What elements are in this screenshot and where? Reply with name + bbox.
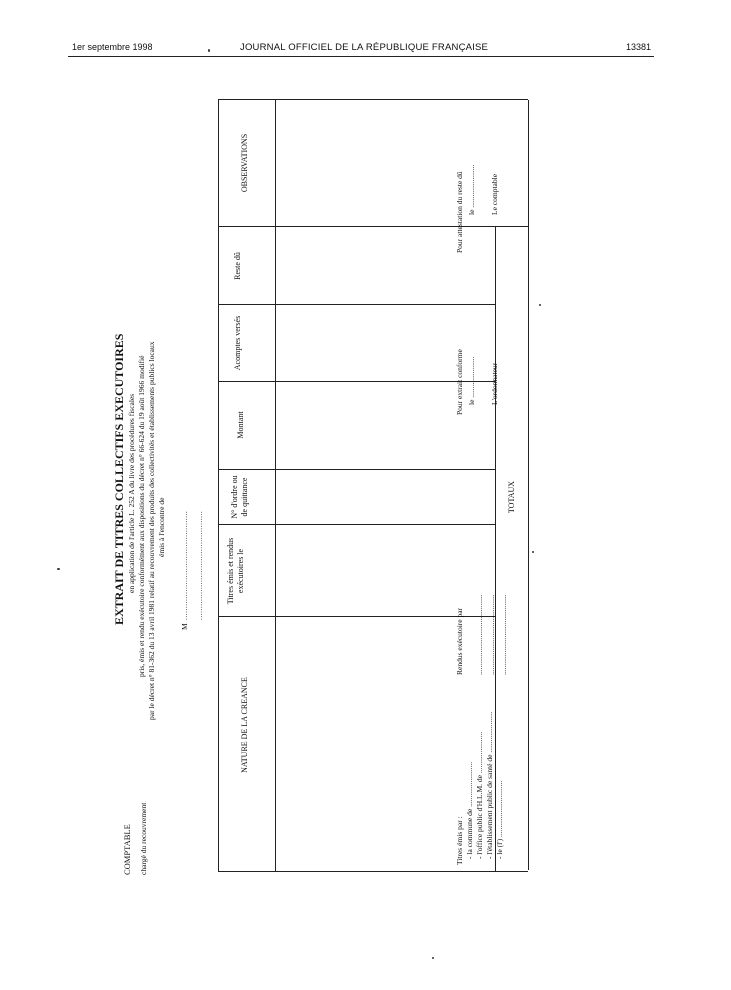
col-titres-emis: Titres émis et rendus exécutoires le — [226, 537, 245, 605]
page-number: 13381 — [626, 42, 652, 52]
col-montant: Montant — [236, 411, 245, 439]
attestation-date: le ....................... — [467, 164, 476, 215]
emitter-sante: - l'établissement public de santé de ...................... — [485, 711, 494, 859]
extrait-date: le ...................... — [467, 356, 476, 405]
col-acomptes: Acomptes versés — [233, 315, 242, 371]
scan-speck — [532, 551, 534, 553]
debtor-dots-line-1: .............................................. — [180, 510, 189, 620]
emitter-commune: - la commune de ........................ — [465, 761, 474, 859]
col-nature-creance: NATURE DE LA CREANCE — [240, 677, 249, 773]
scan-speck — [432, 957, 434, 959]
emitter-hlm: - l'office public d'H.L.M. de ...................... — [475, 731, 484, 859]
ordonnateur-label: L'ordonnateur — [490, 362, 499, 405]
subtitle-line-4: émis à l'encontre de — [157, 497, 166, 557]
form-title: EXTRAIT DE TITRES COLLECTIFS EXECUTOIRES — [112, 333, 126, 625]
col-numero-ordre: N° d'ordre ou de quittance — [230, 475, 249, 519]
debtor-dots-line-2: .............................................. — [195, 510, 204, 620]
totals-label: TOTAUX — [507, 480, 516, 514]
rendus-dots-1: ........................................... — [475, 594, 484, 675]
journal-title: JOURNAL OFFICIEL DE LA RÉPUBLIQUE FRANÇAISE — [240, 42, 489, 53]
comptable-label: COMPTABLE — [122, 824, 132, 875]
rendus-dots-2: ........................................... — [487, 594, 496, 675]
pour-attestation: Pour attestation du reste dû — [455, 171, 464, 253]
charge-recouvrement-label: chargé du recouvrement — [139, 802, 148, 875]
col-observations: OBSERVATIONS — [240, 133, 249, 193]
subtitle-line-3: par le décret n° 81-362 du 13 avril 1981 relatif au recouvrement des produits des collectivités et établissements publics locaux — [147, 341, 156, 720]
debtor-prefix: M — [180, 623, 189, 630]
subtitle-line-1: en application de l'article L. 252 A du livre des procédures fiscales — [127, 393, 136, 593]
pour-extrait-conforme: Pour extrait conforme — [455, 349, 464, 415]
header-rule — [68, 56, 654, 57]
rendus-executoire-par: Rendus exécutoire par — [455, 607, 464, 675]
col-reste-du: Reste dû — [233, 252, 242, 280]
subtitle-line-2: pris, émis et rendu exécutoire conformément aux dispositions du décret n° 66-624 du 19 août 1966 modifié — [137, 355, 146, 677]
scan-speck — [208, 49, 210, 52]
comptable-sign-label: Le comptable — [490, 173, 499, 215]
scan-speck — [57, 568, 60, 570]
rotated-form — [110, 100, 530, 875]
header-date: 1er septembre 1998 — [72, 42, 153, 52]
form-stage — [110, 100, 530, 875]
emitter-autre: - le (l') .............................. — [495, 780, 504, 859]
titres-emis-par: Titres émis par : — [455, 816, 464, 865]
rendus-dots-3: ........................................... — [499, 594, 508, 675]
scan-speck — [539, 304, 541, 306]
